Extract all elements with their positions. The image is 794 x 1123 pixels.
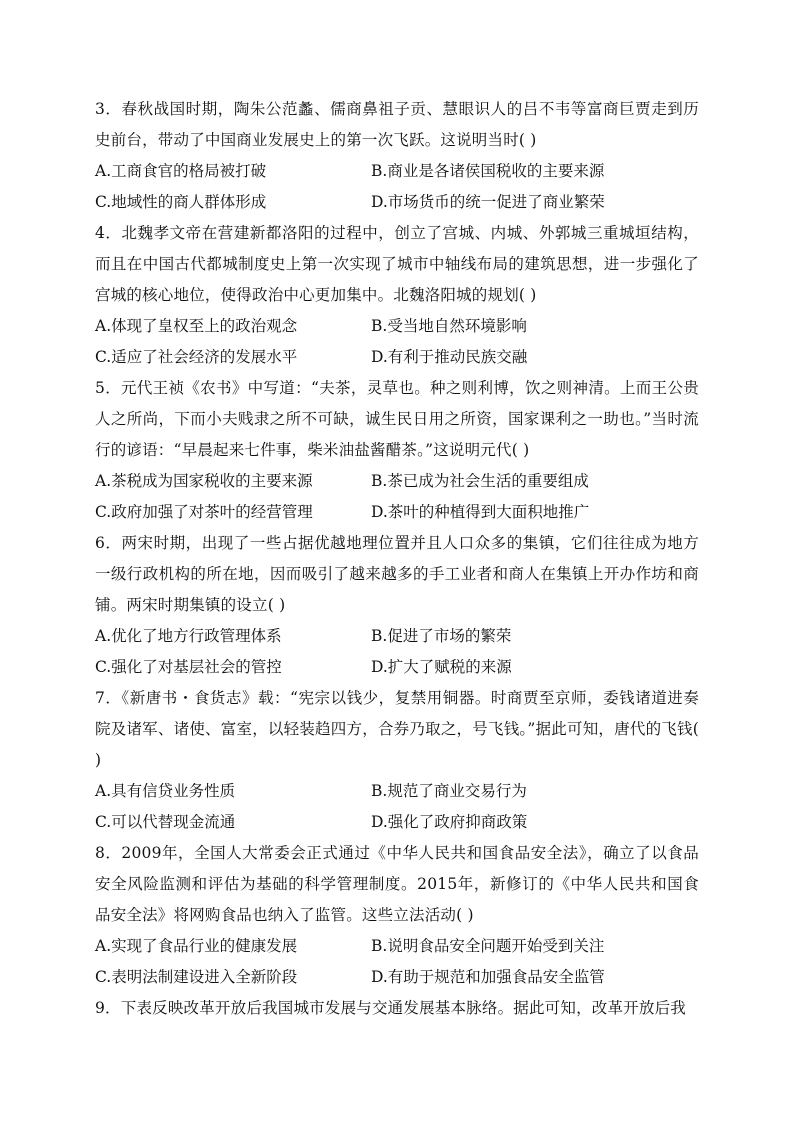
option-b: B.说明食品安全问题开始受到关注 xyxy=(371,937,605,955)
option-a: A.体现了皇权至上的政治观念 xyxy=(95,317,298,335)
option-grid xyxy=(95,621,699,683)
question-stem: 4．北魏孝文帝在营建新都洛阳的过程中，创立了宫城、内城、外郭城三重城垣结构，而且在中国古代都城制度史上第一次实现了城市中轴线布局的建筑思想，进一步强化了宫城的核心地位，使得政治中心更加集中。北魏洛阳城的规划( ) xyxy=(95,224,699,304)
question-7 xyxy=(95,683,699,838)
question-5 xyxy=(95,373,699,528)
question-stem: 7．《新唐书・食货志》载：“宪宗以钱少，复禁用铜器。时商贾至京师，委钱诸道进奏院及诸军、诸使、富室，以轻装趋四方，合券乃取之，号飞钱。”据此可知，唐代的飞钱( ) xyxy=(95,689,699,769)
option-grid xyxy=(95,466,699,528)
option-a: A.优化了地方行政管理体系 xyxy=(95,627,282,645)
option-b: B.促进了市场的繁荣 xyxy=(371,627,512,645)
option-d: D.市场货币的统一促进了商业繁荣 xyxy=(371,193,605,211)
option-c: C.可以代替现金流通 xyxy=(95,813,236,831)
question-stem: 8．2009年，全国人大常委会正式通过《中华人民共和国食品安全法》，确立了以食品安全风险监测和评估为基础的科学管理制度。2015年，新修订的《中华人民共和国食品安全法》将网购食品也纳入了监管。这些立法活动( ) xyxy=(95,844,699,924)
question-stem: 6．两宋时期，出现了一些占据优越地理位置并且人口众多的集镇，它们往往成为地方一级行政机构的所在地，因而吸引了越来越多的手工业者和商人在集镇上开办作坊和商铺。两宋时期集镇的设立( ) xyxy=(95,534,699,614)
question-stem: 3．春秋战国时期，陶朱公范蠡、儒商鼻祖子贡、慧眼识人的吕不韦等富商巨贾走到历史前台，带动了中国商业发展史上的第一次飞跃。这说明当时( ) xyxy=(95,100,699,149)
question-stem: 5．元代王祯《农书》中写道：“夫茶，灵草也。种之则利博，饮之则神清。上而王公贵人之所尚，下而小夫贱隶之所不可缺，诚生民日用之所资，国家课利之一助也。”当时流行的谚语：“早晨起来七件事，柴米油盐酱醋茶。”这说明元代( ) xyxy=(95,379,699,459)
option-c: C.政府加强了对茶叶的经营管理 xyxy=(95,503,313,521)
option-grid xyxy=(95,311,699,373)
question-8 xyxy=(95,838,699,993)
option-c: C.强化了对基层社会的管控 xyxy=(95,658,282,676)
option-b: B.商业是各诸侯国税收的主要来源 xyxy=(371,162,605,180)
option-grid xyxy=(95,931,699,993)
option-d: D.扩大了赋税的来源 xyxy=(371,658,512,676)
question-9 xyxy=(95,993,699,1024)
question-4 xyxy=(95,218,699,373)
option-a: A.工商食官的格局被打破 xyxy=(95,162,267,180)
option-b: B.受当地自然环境影响 xyxy=(371,317,527,335)
option-a: A.茶税成为国家税收的主要来源 xyxy=(95,472,313,490)
option-d: D.强化了政府抑商政策 xyxy=(371,813,528,831)
option-c: C.表明法制建设进入全新阶段 xyxy=(95,968,298,986)
question-6 xyxy=(95,528,699,683)
option-c: C.地域性的商人群体形成 xyxy=(95,193,267,211)
option-d: D.有助于规范和加强食品安全监管 xyxy=(371,968,605,986)
option-grid xyxy=(95,156,699,218)
option-a: A.具有信贷业务性质 xyxy=(95,782,236,800)
option-c: C.适应了社会经济的发展水平 xyxy=(95,348,298,366)
question-3 xyxy=(95,94,699,218)
option-d: D.有利于推动民族交融 xyxy=(371,348,528,366)
question-stem: 9．下表反映改革开放后我国城市发展与交通发展基本脉络。据此可知，改革开放后我 xyxy=(95,999,686,1017)
option-d: D.茶叶的种植得到大面积地推广 xyxy=(371,503,590,521)
exam-page xyxy=(95,94,699,1024)
option-grid xyxy=(95,776,699,838)
option-a: A.实现了食品行业的健康发展 xyxy=(95,937,298,955)
option-b: B.规范了商业交易行为 xyxy=(371,782,527,800)
option-b: B.茶已成为社会生活的重要组成 xyxy=(371,472,589,490)
